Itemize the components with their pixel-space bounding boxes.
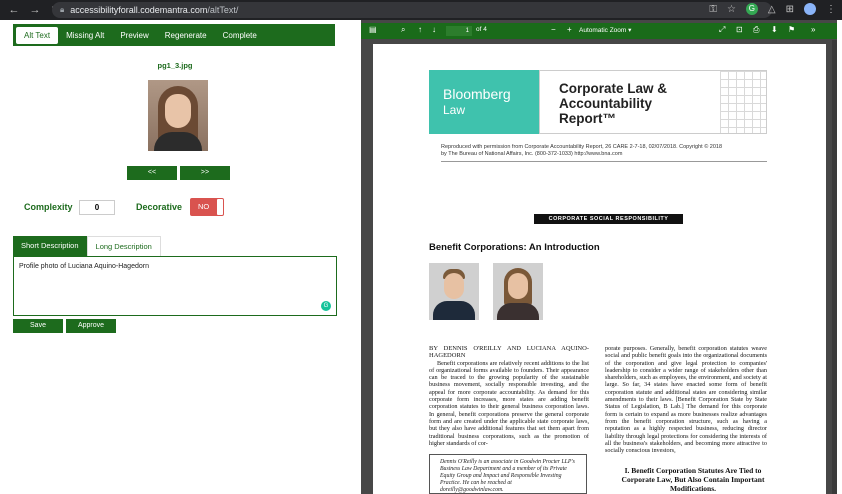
zoom-in-icon[interactable]: + bbox=[567, 25, 572, 34]
lock-icon: 🔒︎ bbox=[60, 5, 65, 14]
tab-short-description[interactable]: Short Description bbox=[13, 236, 87, 256]
column-1-text: Benefit corporations are relatively recent additions to the list of organizational forms available to founders. Their appearance can be traced to the growing popularity of the sustainable business movement, socially responsible investing, and the appeal for more corporate accountability. As demand for this corporate form increases, more states are adding benefit corporation statutes to their general business corporation laws. In general, benefit corporations preserve the general corporate form and are created under the applicable state corporate laws, but they also have additional features that set them apart from traditional business corporations, such as the promotion of higher standards of cor- bbox=[429, 359, 589, 447]
zoom-select[interactable]: Automatic Zoom ▾ bbox=[579, 27, 632, 34]
more-tools-icon[interactable]: » bbox=[811, 25, 816, 34]
report-banner bbox=[539, 70, 767, 134]
byline: BY DENNIS O'REILLY AND LUCIANA AQUINO-HAGEDORN bbox=[429, 345, 589, 360]
author-photo-female bbox=[493, 263, 543, 320]
section-heading: I. Benefit Corporation Statutes Are Tied to Corporate Law, But Also Contain Important Modifications. bbox=[621, 466, 765, 493]
browser-toolbar bbox=[0, 0, 842, 20]
sidebar-toggle-icon[interactable]: ▤ bbox=[369, 25, 377, 34]
next-page-icon[interactable]: ↓ bbox=[432, 25, 436, 34]
pdf-viewer bbox=[361, 20, 837, 494]
address-bar[interactable] bbox=[52, 2, 772, 18]
save-button[interactable]: Save bbox=[13, 319, 63, 333]
page-count: of 4 bbox=[476, 26, 487, 33]
puzzle-icon[interactable]: ⊞ bbox=[785, 3, 794, 15]
reproduction-notice: Reproduced with permission from Corporate Accountability Report, 26 CARE 2-7-18, 02/07/2018. Copyright © 2018 by The Bureau of National Affairs, Inc. (800-372-1033) http://www.bna.com bbox=[441, 144, 767, 162]
tab-long-description[interactable]: Long Description bbox=[87, 236, 161, 256]
decorative-value: NO bbox=[198, 202, 210, 211]
main-tabs bbox=[13, 24, 335, 46]
description-text: Profile photo of Luciana Aquino-Hagedorn bbox=[19, 263, 149, 270]
toggle-knob bbox=[217, 199, 223, 215]
prev-image-button[interactable]: << bbox=[127, 166, 177, 180]
decorative-label: Decorative bbox=[136, 202, 183, 212]
extension-icon[interactable]: △ bbox=[767, 3, 776, 15]
url-host: accessibilityforall.codemantra.com bbox=[70, 5, 208, 15]
star-icon[interactable]: ☆ bbox=[726, 3, 736, 15]
print-icon[interactable]: ⎙ bbox=[753, 25, 760, 34]
open-file-icon[interactable]: ⊡ bbox=[736, 25, 743, 34]
tab-complete[interactable]: Complete bbox=[222, 30, 257, 40]
article-column-1 bbox=[429, 345, 589, 447]
report-title: Corporate Law & Accountability Report™ bbox=[559, 81, 668, 126]
bookmark-icon[interactable]: ⚑ bbox=[788, 25, 796, 34]
article-column-2 bbox=[605, 345, 767, 454]
tab-missing-alt[interactable]: Missing Alt bbox=[66, 30, 105, 40]
url-path: /altText/ bbox=[207, 5, 239, 15]
pdf-toolbar bbox=[361, 23, 837, 39]
zoom-out-icon[interactable]: − bbox=[551, 25, 556, 34]
column-2-text: porate purposes. Generally, benefit corporation statutes weave social and public benefit goals into the organizational documents of the corporation and give legal protection to companies' leadership to consider a wider range of stakeholders other than shareholders, such as employees, the environment, and society at large. So far, 34 states have enacted some form of benefit corporation statute and additional states are considering similar amendments to their laws. [Benefit Corporation State by State Status of Legislation, B Lab.] The demand for this corporate form is certain to expand as more businesses realize advantages from the benefit corporation structure, such as having a reputation as a highly respected business, reducing director liability through legal protections for considering the interests of all the business's stakeholders, and becoming more attractive to socially conscious investors, bbox=[605, 345, 767, 455]
back-icon[interactable]: ← bbox=[8, 4, 20, 16]
pdf-scrollbar[interactable] bbox=[832, 40, 837, 494]
grammarly-extension-icon[interactable]: G bbox=[746, 3, 758, 15]
forward-icon[interactable]: → bbox=[29, 4, 41, 16]
image-filename: pg1_3.jpg bbox=[157, 61, 193, 70]
description-textarea[interactable] bbox=[13, 256, 337, 316]
prev-page-icon[interactable]: ↑ bbox=[418, 25, 422, 34]
alt-text-panel bbox=[0, 20, 350, 494]
page-number-input[interactable]: 1 bbox=[446, 26, 472, 36]
profile-avatar[interactable] bbox=[804, 3, 816, 15]
menu-icon[interactable]: ⋮ bbox=[826, 3, 836, 15]
download-icon[interactable]: ⬇ bbox=[771, 25, 778, 34]
pdf-page bbox=[373, 44, 826, 494]
zoom-value: Automatic Zoom bbox=[579, 27, 627, 34]
bloomberg-law-logo: Bloomberg Law bbox=[429, 70, 539, 134]
key-icon[interactable]: ⚿ bbox=[709, 3, 717, 15]
author-photo-male bbox=[429, 263, 479, 320]
fullscreen-icon[interactable]: ⤢ bbox=[719, 25, 726, 34]
description-tabs bbox=[13, 236, 161, 256]
author-note: Dennis O'Reilly is an associate in Goodwin Procter LLP's Business Law Department and a member of its Private Equity Group and Impact and Responsible Investing Practice. He can be reached at doreilly@goodwinlaw.com. bbox=[429, 454, 587, 494]
section-label: CORPORATE SOCIAL RESPONSIBILITY bbox=[534, 214, 683, 224]
grammarly-icon[interactable]: G bbox=[321, 301, 331, 311]
banner-grid bbox=[720, 71, 766, 133]
decorative-toggle[interactable] bbox=[190, 198, 224, 216]
article-title: Benefit Corporations: An Introduction bbox=[429, 242, 600, 253]
next-image-button[interactable]: >> bbox=[180, 166, 230, 180]
tab-regenerate[interactable]: Regenerate bbox=[164, 30, 207, 40]
tab-preview[interactable]: Preview bbox=[120, 30, 149, 40]
complexity-input[interactable]: 0 bbox=[79, 200, 115, 215]
search-icon[interactable]: ⌕ bbox=[401, 25, 406, 34]
tab-alt-text[interactable]: Alt Text bbox=[16, 27, 58, 44]
approve-button[interactable]: Approve bbox=[66, 319, 116, 333]
image-preview bbox=[148, 80, 208, 151]
complexity-label: Complexity bbox=[24, 202, 73, 212]
